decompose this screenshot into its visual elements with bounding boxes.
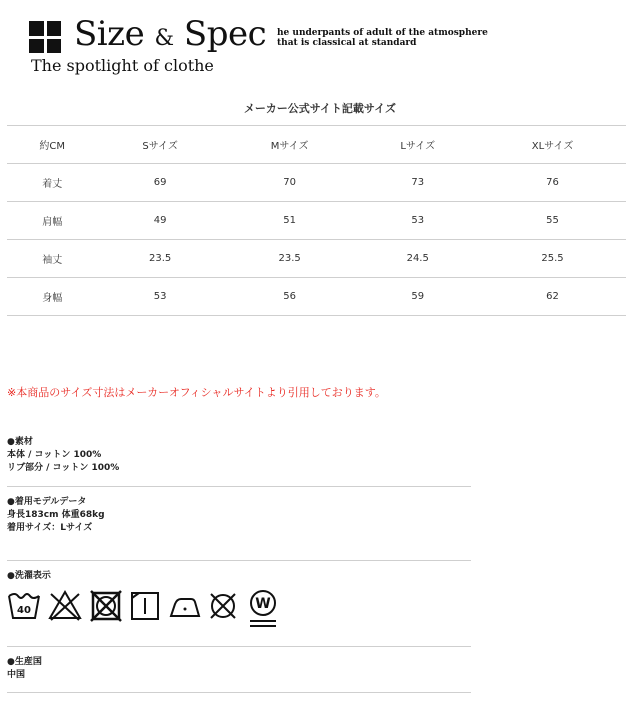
tagline-line-2: that is classical at standard bbox=[277, 38, 417, 48]
table-cell: 56 bbox=[223, 278, 356, 316]
column-header: Sサイズ bbox=[97, 126, 222, 164]
tagline bbox=[277, 28, 488, 48]
row-label: 袖丈 bbox=[7, 240, 97, 278]
size-notice: ※本商品のサイズ寸法はメーカーオフィシャルサイトより引用しております。 bbox=[7, 386, 386, 399]
table-header-row bbox=[7, 126, 626, 164]
table-row bbox=[7, 278, 626, 316]
row-label: 肩幅 bbox=[7, 202, 97, 240]
no-dry-clean-icon bbox=[207, 588, 239, 622]
table-cell: 73 bbox=[356, 164, 479, 202]
table-cell: 55 bbox=[479, 202, 626, 240]
care-heading: ●洗濯表示 bbox=[7, 571, 51, 581]
size-table-title: メーカー公式サイト記載サイズ bbox=[243, 102, 397, 115]
care-icons bbox=[7, 588, 307, 628]
wash-tub-40-icon bbox=[7, 588, 41, 622]
table-cell: 70 bbox=[223, 164, 356, 202]
model-line: 着用サイズ：Lサイズ bbox=[7, 523, 93, 533]
row-label: 着丈 bbox=[7, 164, 97, 202]
table-cell: 59 bbox=[356, 278, 479, 316]
origin-section bbox=[7, 656, 471, 682]
title-amp: & bbox=[154, 26, 174, 51]
care-section bbox=[7, 570, 471, 583]
table-cell: 23.5 bbox=[97, 240, 222, 278]
column-header: XLサイズ bbox=[479, 126, 626, 164]
table-cell: 53 bbox=[97, 278, 222, 316]
origin-country: 中国 bbox=[7, 670, 26, 680]
size-table bbox=[7, 125, 626, 316]
divider bbox=[7, 560, 471, 561]
logo-grid-icon bbox=[29, 21, 61, 53]
row-label: 身幅 bbox=[7, 278, 97, 316]
material-line: リブ部分 / コットン 100% bbox=[7, 463, 120, 473]
column-header: Mサイズ bbox=[223, 126, 356, 164]
table-cell: 69 bbox=[97, 164, 222, 202]
title-size: Size bbox=[74, 14, 145, 54]
table-row bbox=[7, 164, 626, 202]
wet-clean-letter: W bbox=[255, 596, 271, 612]
table-cell: 51 bbox=[223, 202, 356, 240]
table-cell: 25.5 bbox=[479, 240, 626, 278]
model-section bbox=[7, 496, 471, 535]
model-line: 身長183cm 体重68kg bbox=[7, 510, 105, 520]
model-heading: ●着用モデルデータ bbox=[7, 497, 87, 507]
iron-icon bbox=[167, 588, 203, 622]
wet-clean-icon bbox=[245, 588, 281, 630]
title-spec: Spec bbox=[183, 14, 267, 54]
no-bleach-icon bbox=[47, 588, 83, 622]
line-dry-icon bbox=[129, 588, 161, 622]
material-section bbox=[7, 436, 471, 475]
origin-heading: ●生産国 bbox=[7, 657, 42, 667]
table-row bbox=[7, 202, 626, 240]
page-subtitle: The spotlight of clothe bbox=[31, 56, 214, 75]
material-line: 本体 / コットン 100% bbox=[7, 450, 102, 460]
table-cell: 49 bbox=[97, 202, 222, 240]
divider bbox=[7, 646, 471, 647]
header bbox=[0, 0, 640, 90]
no-tumble-dry-icon bbox=[89, 588, 123, 622]
divider bbox=[7, 692, 471, 693]
material-heading: ●素材 bbox=[7, 437, 33, 447]
tagline-line-1: he underpants of adult of the atmosphere bbox=[277, 28, 488, 38]
table-row bbox=[7, 240, 626, 278]
table-cell: 62 bbox=[479, 278, 626, 316]
table-cell: 24.5 bbox=[356, 240, 479, 278]
table-cell: 53 bbox=[356, 202, 479, 240]
table-cell: 23.5 bbox=[223, 240, 356, 278]
table-cell: 76 bbox=[479, 164, 626, 202]
wash-temp-label: 40 bbox=[17, 605, 31, 616]
column-header: 約CM bbox=[7, 126, 97, 164]
column-header: Lサイズ bbox=[356, 126, 479, 164]
page-title bbox=[74, 14, 266, 54]
divider bbox=[7, 486, 471, 487]
